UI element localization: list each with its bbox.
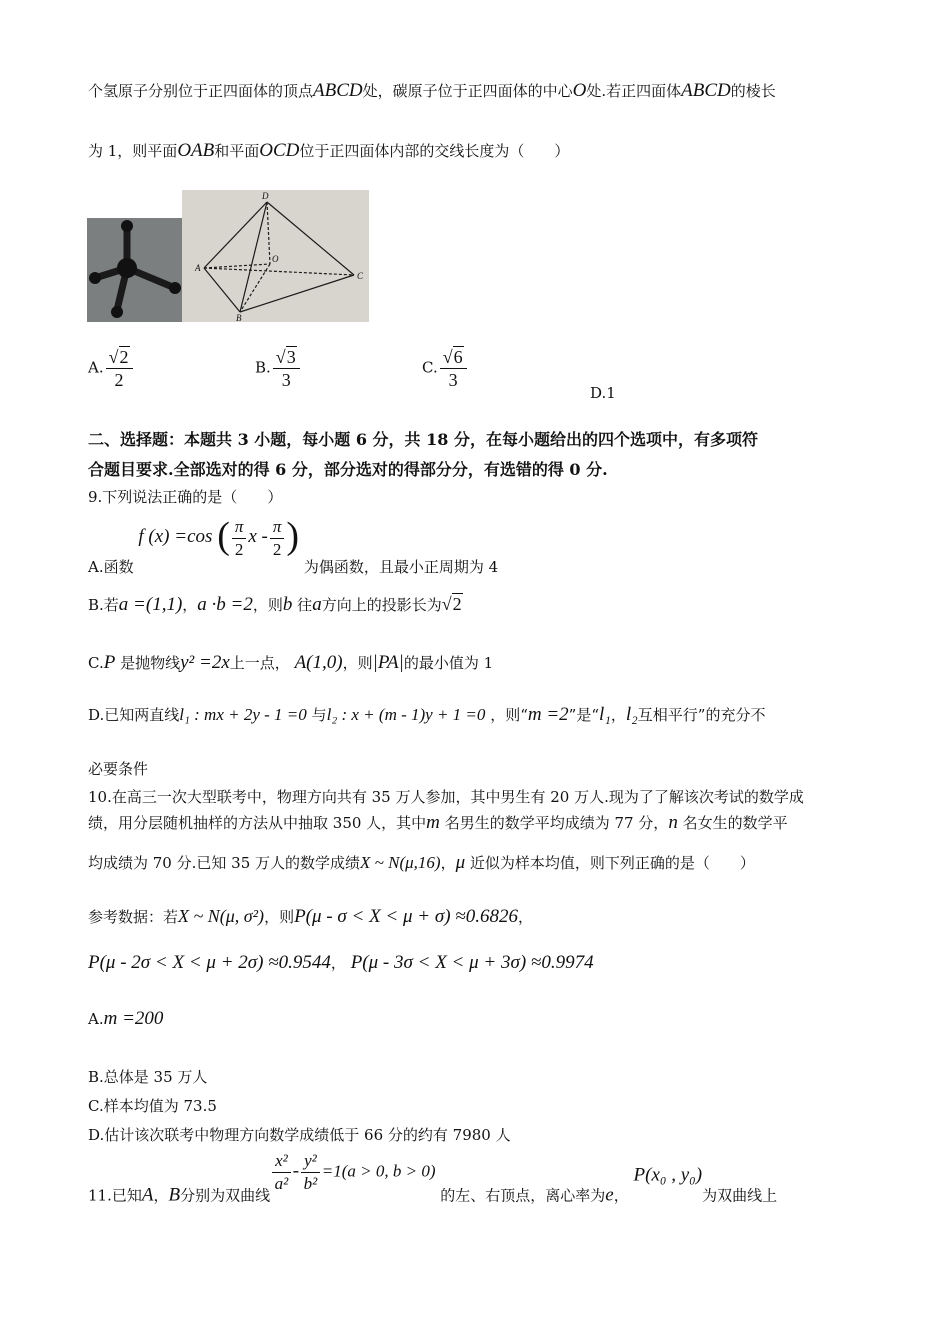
q8-option-c: C. $\frac{√6}{3}$	[422, 346, 469, 391]
q10-line2: 绩，用分层随机抽样的方法从中抽取 350 人，其中m 名男生的数学平均成绩为 77 分，n 名女生的数学平	[88, 812, 788, 833]
label-B: B	[236, 313, 242, 322]
q9-option-b: B.若a =(1,1)，a ·b =2，则b 往a方向上的投影长为√2	[88, 594, 462, 615]
section2-line2: 合题目要求.全部选对的得 6 分，部分选对的得部分分，有选错的得 0 分.	[88, 460, 608, 479]
q10-reference: 参考数据：若X ~ N(μ, σ²)，则P(μ - σ < X < μ + σ) ≈0.6826，	[88, 906, 533, 927]
label-D: D	[262, 191, 269, 201]
q9-option-a: A.函数 f (x) =cos ( $\frac{\pi}{2}$ x - $\frac{\pi}{2}$ ) 为偶函数，且最小正周期为 4	[88, 515, 499, 576]
q8-option-a: A. $\frac{√2}{2}$	[88, 346, 135, 391]
q10-option-c: C.样本均值为 73.5	[88, 1097, 217, 1115]
q10-line1: 10.在高三一次大型联考中，物理方向共有 35 万人参加，其中男生有 20 万人.现为了了解该次考试的数学成	[88, 788, 804, 806]
q10-option-b: B.总体是 35 万人	[88, 1068, 208, 1086]
tetrahedron-diagram	[182, 190, 369, 322]
q10-line3: 均成绩为 70 分.已知 35 万人的数学成绩X ~ N(μ,16)，μ 近似为样本均值，则下列正确的是（ ）	[88, 852, 755, 873]
label-A: A	[195, 263, 201, 273]
methane-model-photo	[87, 218, 182, 322]
q9-option-d: D.已知两直线l₁ : mx + 2y - 1 =0 与l₂ : x + (m - 1)y + 1 =0 ，则“m =2”是“l₁，l₂互相平行”的充分不	[88, 704, 766, 725]
q8-line2: 为 1，则平面OAB和平面OCD位于正四面体内部的交线长度为（ ）	[88, 140, 570, 161]
q8-option-b: B. $\frac{√3}{3}$	[255, 346, 302, 391]
q11-line1: 11.已知A，B分别为双曲线 $\frac{\text{x²}}{\text{a²}}$ - $\frac{\text{y²}}{\text{b²}}$ =1(a > 0, b > 0) 的左、右顶点，离心率为e， P(x₀ , y₀)为双曲线上	[88, 1151, 778, 1206]
q9-stem: 9.下列说法正确的是（ ）	[88, 488, 283, 506]
q10-reference-2: P(μ - 2σ < X < μ + 2σ) ≈0.9544， P(μ - 3σ < X < μ + 3σ) ≈0.9974	[88, 952, 594, 973]
q10-option-d: D.估计该次联考中物理方向数学成绩低于 66 分的约有 7980 人	[88, 1126, 511, 1144]
q8-line1: 个氢原子分别位于正四面体的顶点ABCD处，碳原子位于正四面体的中心O处.若正四面体ABCD的棱长	[88, 80, 776, 101]
q10-option-a: A.m =200	[88, 1008, 164, 1029]
section2-line1: 二、选择题：本题共 3 小题，每小题 6 分，共 18 分，在每小题给出的四个选项中，有多项符	[88, 430, 758, 449]
label-O: O	[272, 254, 279, 264]
q9-option-d-line2: 必要条件	[88, 760, 149, 778]
label-C: C	[357, 271, 364, 281]
q8-option-d: D.1	[590, 384, 616, 402]
q9-option-c: C.P 是抛物线y² =2x上一点， A(1,0)，则|PA|的最小值为 1	[88, 652, 494, 673]
